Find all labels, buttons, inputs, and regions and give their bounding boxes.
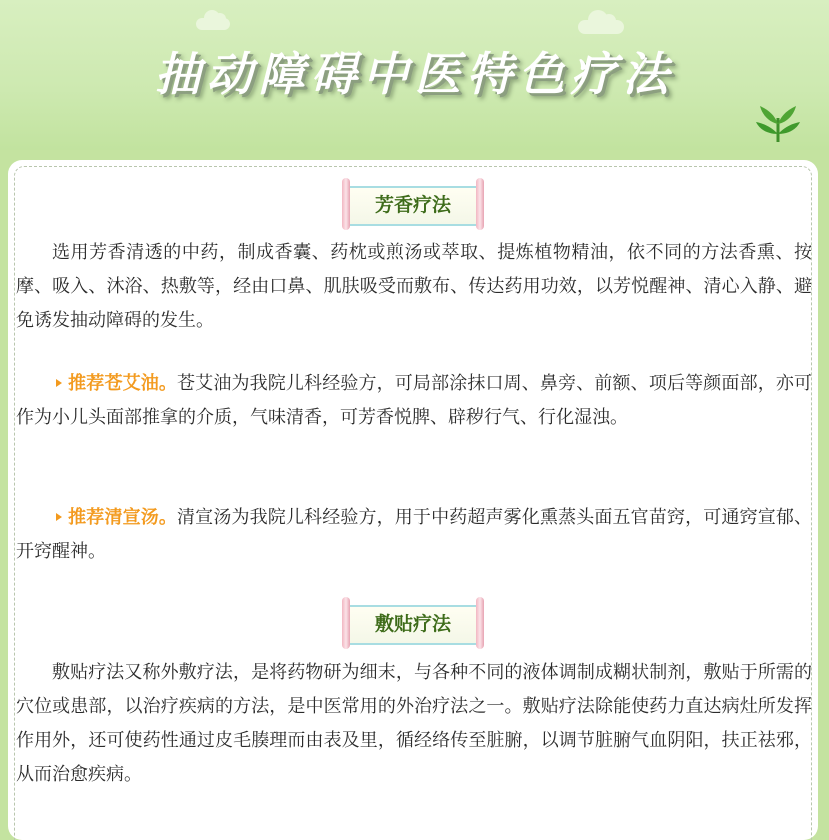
cloud-decoration [578,20,624,34]
triangle-bullet-icon [56,379,62,387]
scroll-banner [340,178,486,230]
cloud-decoration [196,18,230,30]
triangle-bullet-icon [56,513,62,521]
section-badge-applicator [0,597,829,649]
recommendation-paragraph [16,367,812,435]
recommendation-body: 清宣汤为我院儿科经验方，用于中药超声雾化熏蒸头面五官苗窍，可通窍宣郁、开窍醒神。 [16,507,813,562]
recommendation-paragraph [16,501,812,569]
section-title: 敷贴疗法 [374,613,451,635]
page-title: 抽动障碍中医特色疗法 [154,47,675,101]
leaf-icon [756,104,800,144]
section-title: 芳香疗法 [374,194,451,216]
recommendation-heading: 推荐清宣汤。 [68,507,178,528]
section-badge-aroma [0,178,829,230]
recommendation-heading: 推荐苍艾油。 [68,373,178,394]
section-intro-paragraph: 选用芳香清透的中药，制成香囊、药枕或煎汤或萃取、提炼植物精油，依不同的方法香熏、按摩、吸入、沐浴、热敷等，经由口鼻、肌肤吸受而敷布、传达药用功效，以芳悦醒神、清心入静、避免诱发抽动障碍的发生。 [16,242,812,331]
section-intro-paragraph: 敷贴疗法又称外敷疗法，是将药物研为细末，与各种不同的液体调制成糊状制剂，敷贴于所需的穴位或患部，以治疗疾病的方法，是中医常用的外治疗法之一。敷贴疗法除能使药力直达病灶所发挥作用外，还可使药性通过皮毛腠理而由表及里，循经络传至脏腑，以调节脏腑气血阴阳，扶正祛邪，从而治愈疾病。 [16,662,812,785]
header-banner [0,0,829,150]
scroll-banner [340,597,486,649]
recommendation-body: 苍艾油为我院儿科经验方，可局部涂抹口周、鼻旁、前额、项后等颜面部，亦可作为小儿头面部推拿的介质，气味清香，可芳香悦脾、辟秽行气、行化湿浊。 [16,373,813,428]
